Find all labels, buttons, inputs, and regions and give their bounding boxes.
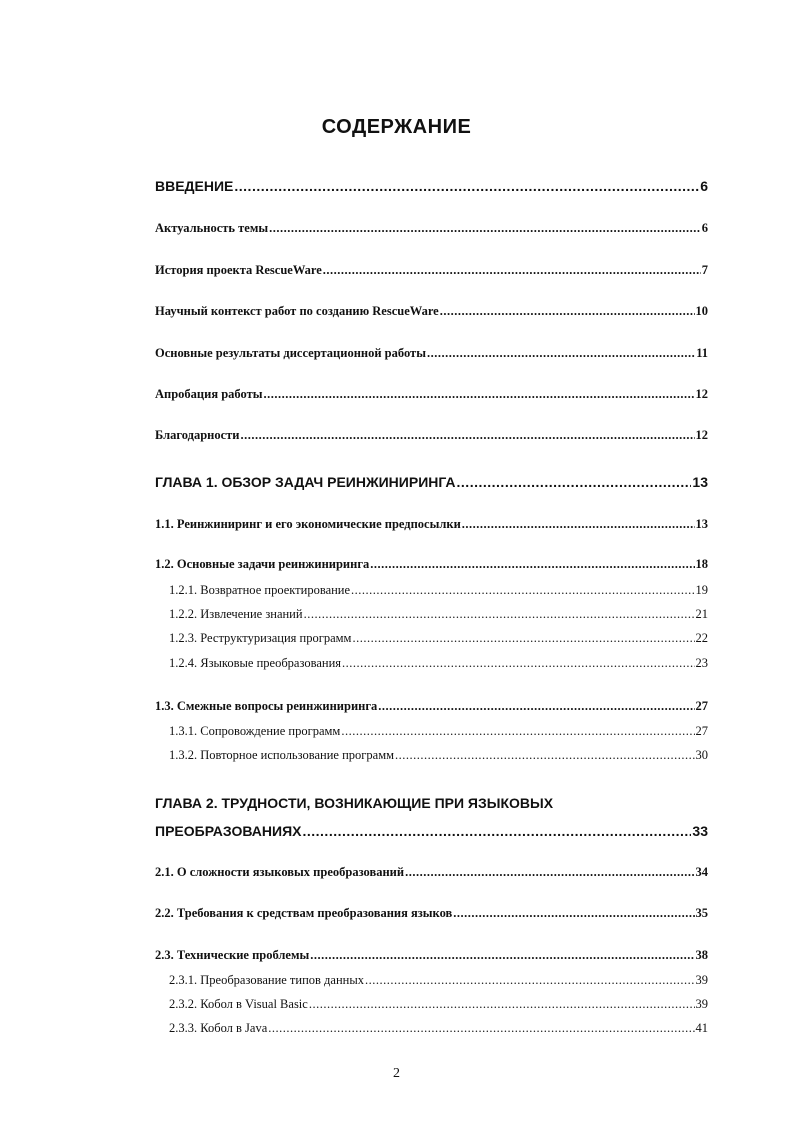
toc-leader-dots: [351, 583, 694, 598]
toc-leader-dots: [440, 304, 695, 319]
toc-entry-history[interactable]: [155, 263, 708, 278]
toc-leader-dots: [427, 346, 695, 361]
toc-page-number: 33: [692, 823, 708, 839]
toc-entry-text: 2.3.1. Преобразование типов данных: [169, 973, 364, 987]
toc-page-number: 34: [695, 865, 708, 879]
toc-page-number: 27: [695, 699, 708, 713]
toc-page-number: 19: [695, 583, 708, 597]
toc-page-number: 18: [695, 557, 708, 571]
toc-page-number: 11: [696, 346, 708, 360]
toc-leader-dots: [309, 997, 695, 1012]
toc-page-number: 23: [695, 656, 708, 670]
toc-page-number: 27: [695, 724, 708, 738]
toc-leader-dots: [342, 656, 694, 671]
toc-entry-results[interactable]: [155, 346, 708, 361]
toc-page-number: 38: [695, 948, 708, 962]
toc-entry-1-3-2[interactable]: [169, 748, 708, 763]
toc-page-number: 22: [695, 631, 708, 645]
toc-entry-1-3[interactable]: [155, 699, 708, 714]
toc-entry-context[interactable]: [155, 304, 708, 319]
toc-entry-text: 1.3.2. Повторное использование программ: [169, 748, 395, 762]
toc-entry-text: Благодарности: [155, 428, 240, 442]
toc-entry-1-2-1[interactable]: [169, 583, 708, 598]
toc-entry-text: Актуальность темы: [155, 221, 269, 235]
toc-entry-2-1[interactable]: [155, 865, 708, 880]
page-number: 2: [393, 1066, 400, 1081]
toc-entry-1-3-1[interactable]: [169, 724, 708, 739]
toc-page-number: 39: [695, 973, 708, 987]
toc-leader-dots: [241, 428, 695, 443]
toc-entry-text: 2.3.3. Кобол в Java: [169, 1021, 268, 1035]
toc-leader-dots: [264, 387, 695, 402]
toc-page-number: 39: [695, 997, 708, 1011]
toc-leader-dots: [405, 865, 694, 880]
toc-page-number: 10: [695, 304, 708, 318]
toc-entry-text: Основные результаты диссертационной работы: [155, 346, 426, 360]
toc-entry-text: 2.3.2. Кобол в Visual Basic: [169, 997, 308, 1011]
toc-entry-text: 1.2.3. Реструктуризация программ: [169, 631, 352, 645]
toc-leader-dots: [302, 823, 691, 839]
toc-entry-relevance[interactable]: [155, 221, 708, 236]
toc-entry-chapter-1[interactable]: [155, 474, 708, 490]
toc-entry-text: Научный контекст работ по созданию RescueWare: [155, 304, 439, 318]
toc-leader-dots: [453, 906, 694, 921]
toc-entry-1-2-3[interactable]: [169, 631, 708, 646]
page-title: СОДЕРЖАНИЕ: [321, 116, 472, 138]
toc-entry-text: 1.3. Смежные вопросы реинжиниринга: [155, 699, 378, 713]
toc-entry-approbation[interactable]: [155, 387, 708, 402]
toc-leader-dots: [268, 1021, 694, 1036]
toc-entry-2-3-1[interactable]: [169, 973, 708, 988]
toc-page-number: 21: [695, 607, 708, 621]
toc-entry-text: 1.3.1. Сопровождение программ: [169, 724, 341, 738]
toc-entry-1-2[interactable]: [155, 557, 708, 572]
toc-leader-dots: [352, 631, 694, 646]
toc-leader-dots: [341, 724, 694, 739]
toc-entry-text: История проекта RescueWare: [155, 263, 322, 277]
toc-leader-dots: [323, 263, 701, 278]
toc-leader-dots: [457, 474, 692, 490]
toc-entry-2-3[interactable]: [155, 948, 708, 963]
toc-page-number: 13: [692, 474, 708, 490]
toc-page-number: 12: [695, 387, 708, 401]
toc-entry-2-2[interactable]: [155, 906, 708, 921]
toc-page-number: 30: [695, 748, 708, 762]
toc-entry-text: 1.1. Реинжиниринг и его экономические предпосылки: [155, 517, 461, 531]
toc-entry-intro[interactable]: [155, 178, 708, 194]
toc-leader-dots: [370, 557, 694, 572]
toc-leader-dots: [234, 178, 699, 194]
toc-entry-chapter-2[interactable]: [155, 823, 708, 839]
toc-entry-2-3-3[interactable]: [169, 1021, 708, 1036]
toc-entry-text: 2.1. О сложности языковых преобразований: [155, 865, 405, 879]
toc-entry-text: ПРЕОБРАЗОВАНИЯХ: [155, 823, 302, 839]
toc-leader-dots: [462, 517, 695, 532]
toc-entry-2-3-2[interactable]: [169, 997, 708, 1012]
toc-page-number: 35: [695, 906, 708, 920]
toc-entry-text: 2.3. Технические проблемы: [155, 948, 310, 962]
toc-entry-text: ГЛАВА 1. ОБЗОР ЗАДАЧ РЕИНЖИНИРИНГА: [155, 474, 456, 490]
toc-entry-1-1[interactable]: [155, 517, 708, 532]
toc-leader-dots: [310, 948, 694, 963]
toc-leader-dots: [378, 699, 694, 714]
toc-entry-1-2-2[interactable]: [169, 607, 708, 622]
toc-entry-text: ВВЕДЕНИЕ: [155, 178, 234, 194]
toc-entry-text: 1.2.2. Извлечение знаний: [169, 607, 303, 621]
toc-entry-text: 1.2.1. Возвратное проектирование: [169, 583, 351, 597]
toc-page-number: 7: [701, 263, 708, 277]
toc-page-number: 13: [695, 517, 708, 531]
toc-entry-1-2-4[interactable]: [169, 656, 708, 671]
toc-entry-text: Апробация работы: [155, 387, 263, 401]
toc-leader-dots: [365, 973, 695, 988]
toc-entry-text: 1.2.4. Языковые преобразования: [169, 656, 342, 670]
toc-page-number: 41: [695, 1021, 708, 1035]
toc-entry-acknowledgements[interactable]: [155, 428, 708, 443]
toc-leader-dots: [304, 607, 695, 622]
toc-entry-text: 1.2. Основные задачи реинжиниринга: [155, 557, 370, 571]
toc-page-number: 6: [701, 221, 708, 235]
toc-leader-dots: [395, 748, 694, 763]
toc-entry-text: 2.2. Требования к средствам преобразования языков: [155, 906, 453, 920]
toc-chapter-2-heading-line1[interactable]: ГЛАВА 2. ТРУДНОСТИ, ВОЗНИКАЮЩИЕ ПРИ ЯЗЫКОВЫХ: [155, 795, 554, 811]
toc-page-number: 12: [695, 428, 708, 442]
toc-leader-dots: [269, 221, 701, 236]
toc-page-number: 6: [700, 178, 708, 194]
